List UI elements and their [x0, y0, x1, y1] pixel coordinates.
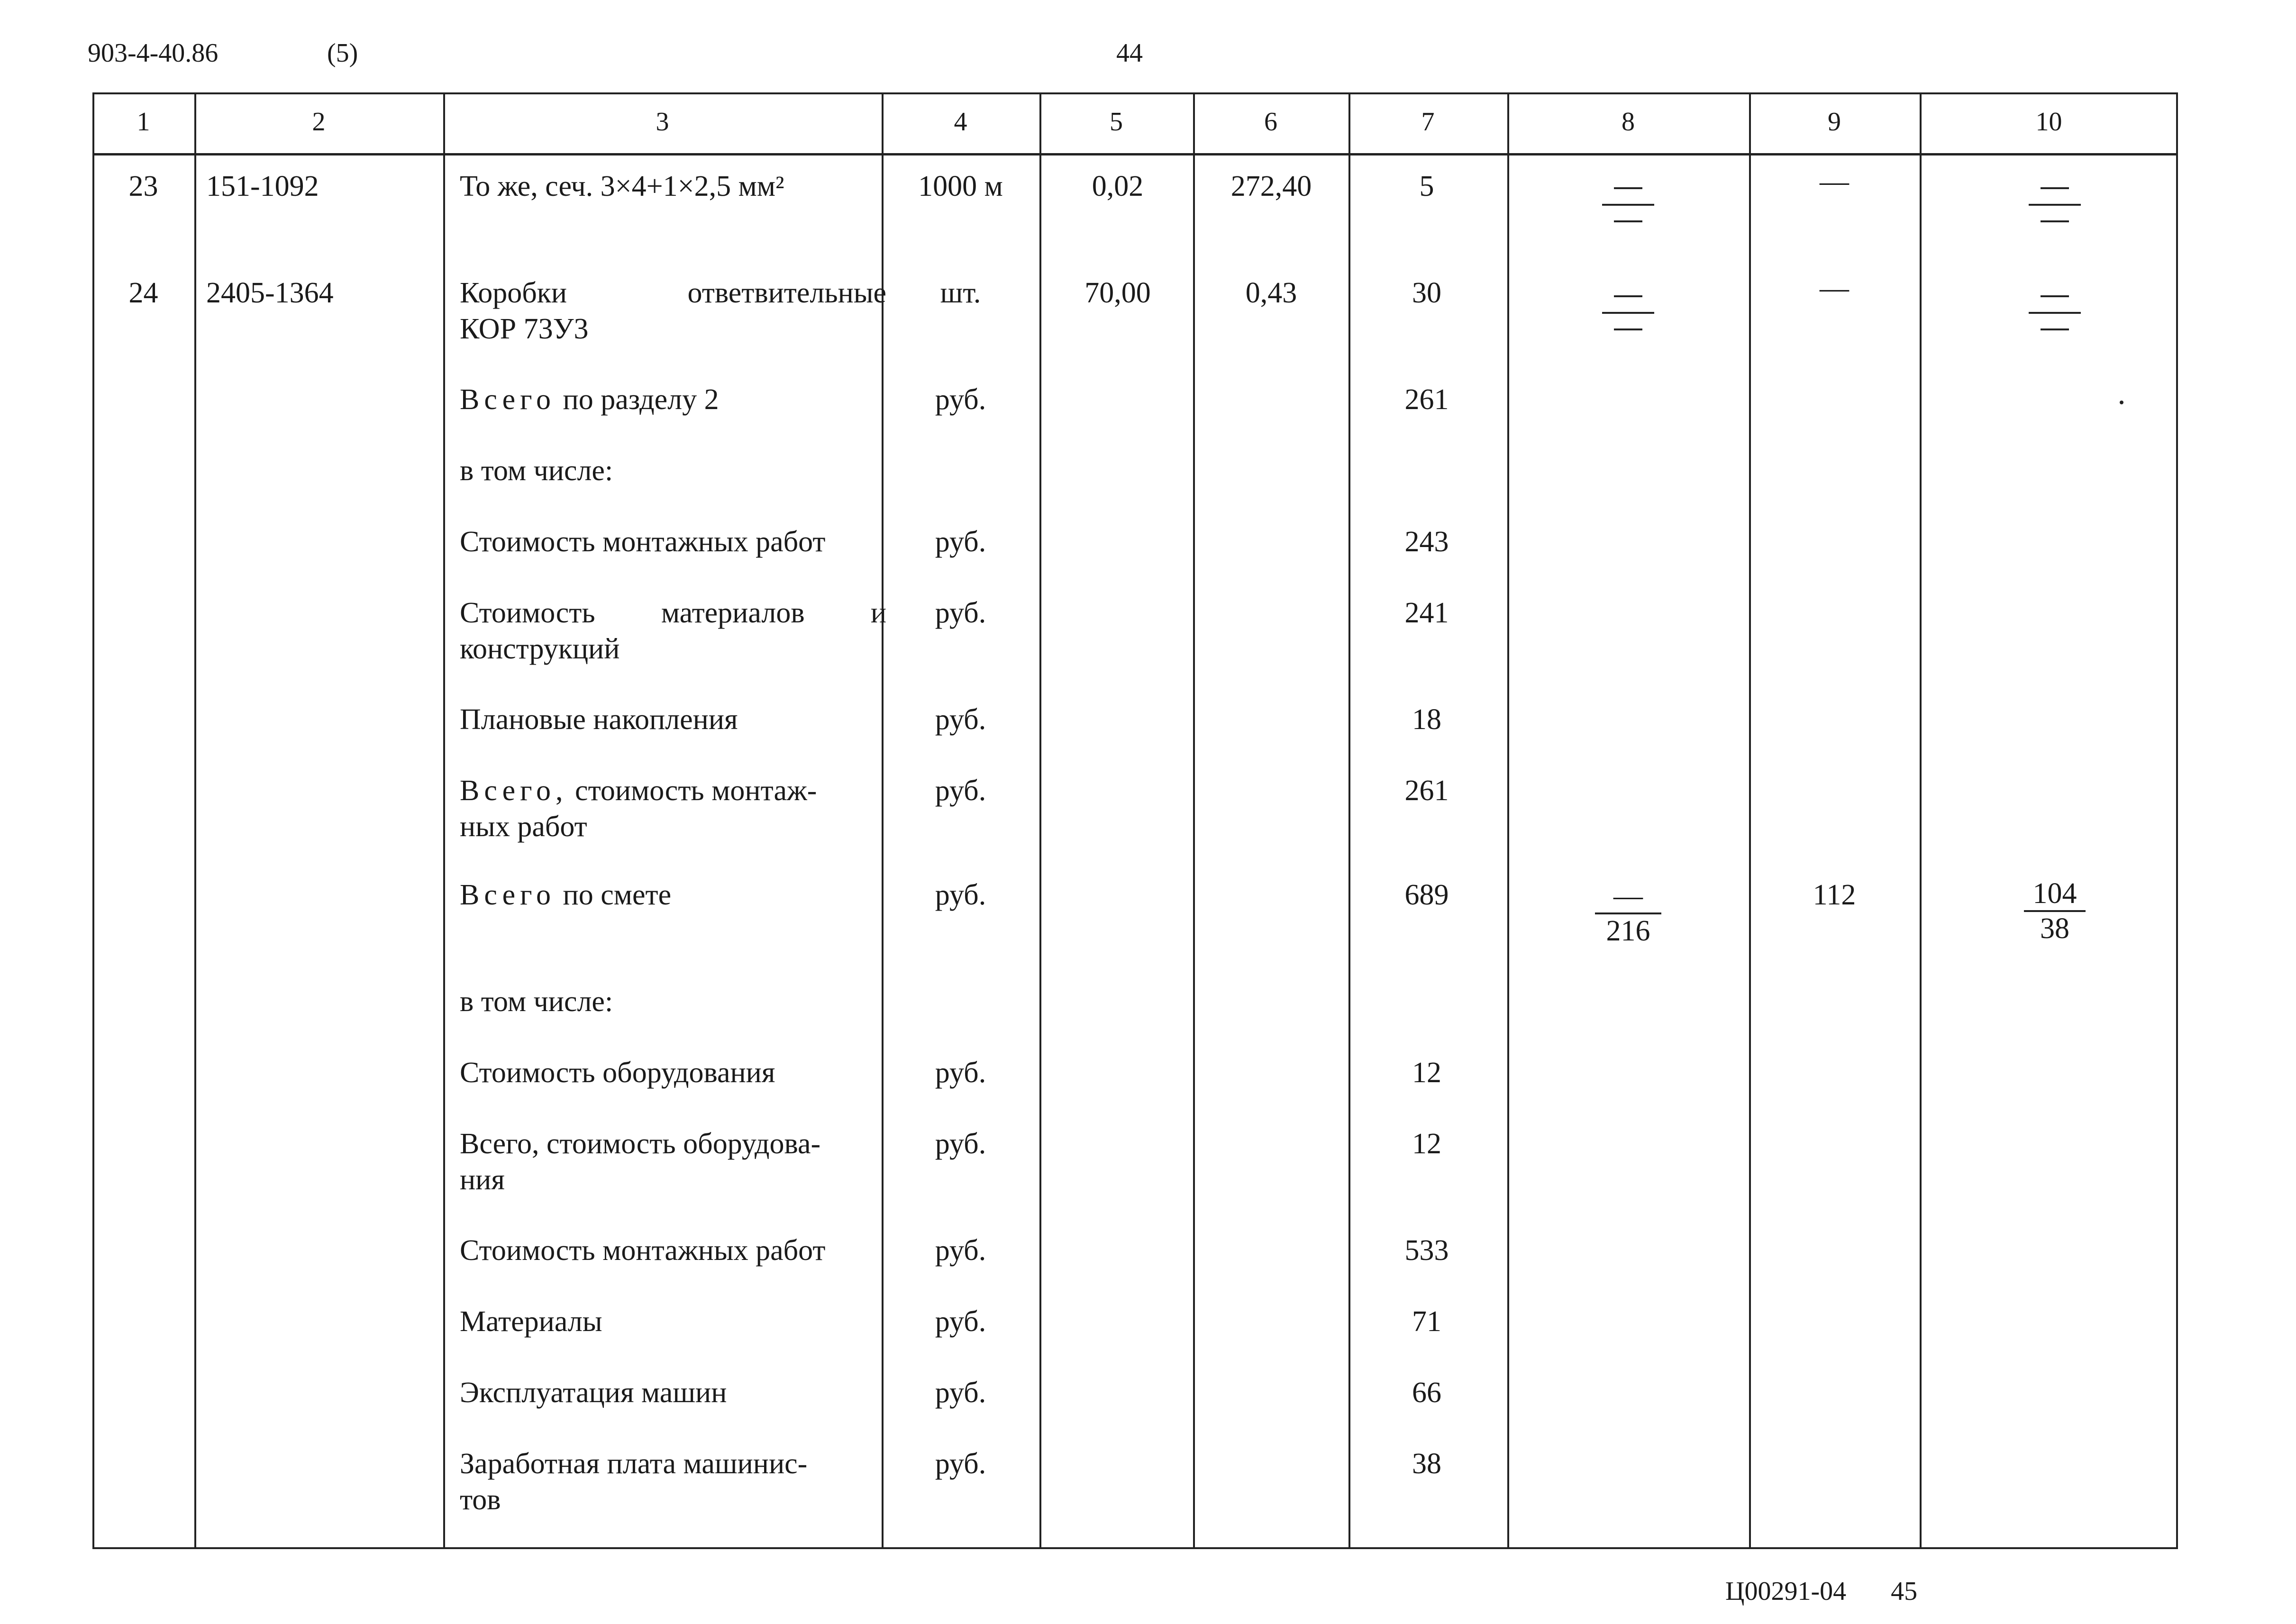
spaced-word: Всего — [460, 383, 556, 416]
fraction-line — [1602, 204, 1654, 206]
footer-sheet: 45 — [1891, 1577, 1918, 1606]
total-cost: 71 — [1412, 1305, 1441, 1338]
dash-mark — [2041, 187, 2069, 189]
column-header: 8 — [1622, 107, 1635, 137]
total-cost: 66 — [1412, 1377, 1441, 1409]
unit: руб. — [935, 383, 986, 416]
dash-mark — [2041, 220, 2069, 222]
unit-price: 0,43 — [1245, 277, 1297, 309]
summary-label-cont: тов — [460, 1484, 501, 1516]
fraction-numerator: 104 — [2024, 877, 2086, 912]
value-col9: 112 — [1813, 879, 1856, 911]
summary-label-cont: ных работ — [460, 811, 587, 843]
row-number: 23 — [128, 170, 158, 202]
column-divider — [1507, 92, 1509, 1549]
dash-mark — [1614, 220, 1642, 222]
column-header: 4 — [954, 107, 967, 137]
item-name-cont: КОР 73У3 — [460, 313, 589, 345]
total-cost: 241 — [1404, 597, 1449, 629]
total-cost: 38 — [1412, 1448, 1441, 1480]
column-divider — [1920, 92, 1922, 1549]
quantity: 0,02 — [1092, 170, 1144, 202]
unit: руб. — [935, 1128, 986, 1160]
price-code: 2405-1364 — [206, 277, 334, 309]
summary-label: Стоимость монтажных работ — [460, 526, 826, 558]
label-text: по смете — [563, 879, 672, 911]
unit: руб. — [935, 1234, 986, 1267]
total-cost: 18 — [1412, 703, 1441, 736]
total-cost: 5 — [1419, 170, 1434, 202]
column-header: 9 — [1828, 107, 1841, 137]
unit: руб. — [935, 526, 986, 558]
dash-mark — [1614, 328, 1642, 330]
header-rule — [92, 153, 2178, 155]
total-cost: 261 — [1404, 383, 1449, 416]
column-header: 6 — [1264, 107, 1277, 137]
including-label: в том числе: — [460, 985, 613, 1018]
total-cost: 533 — [1404, 1234, 1449, 1267]
column-divider — [194, 92, 196, 1549]
footer-code: Ц00291-04 — [1725, 1577, 1847, 1606]
unit: руб. — [935, 1377, 986, 1409]
summary-label: Стоимость монтажных работ — [460, 1234, 826, 1267]
summary-label: Плановые накопления — [460, 703, 738, 736]
summary-label: Стоимость материалов и — [460, 597, 886, 629]
column-divider — [1749, 92, 1751, 1549]
label-text: стоимость монтаж- — [575, 775, 817, 807]
fraction-line — [2029, 312, 2081, 314]
spaced-word: Всего, — [460, 775, 568, 807]
dash-mark — [2041, 328, 2069, 330]
estimate-table — [92, 92, 2178, 1549]
row-number: 24 — [128, 277, 158, 309]
summary-label-cont: ния — [460, 1164, 505, 1196]
label-text: по разделу 2 — [563, 383, 719, 416]
unit: руб. — [935, 1448, 986, 1480]
quantity: 70,00 — [1084, 277, 1151, 309]
dash-mark — [1614, 187, 1642, 189]
summary-label-cont: конструкций — [460, 633, 620, 665]
item-name: То же, сеч. 3×4+1×2,5 мм² — [460, 170, 784, 202]
column-header: 3 — [656, 107, 669, 137]
column-header: 2 — [312, 107, 326, 137]
unit: руб. — [935, 775, 986, 807]
column-header: 5 — [1110, 107, 1123, 137]
unit: руб. — [935, 879, 986, 911]
fraction-col8 — [1595, 879, 1661, 948]
unit: руб. — [935, 597, 986, 629]
price-code: 151-1092 — [206, 170, 319, 202]
document-volume: (5) — [327, 38, 358, 68]
summary-label: Материалы — [460, 1305, 602, 1338]
unit-price: 272,40 — [1230, 170, 1312, 202]
fraction-denominator: 38 — [2040, 912, 2069, 945]
total-cost: 261 — [1404, 775, 1449, 807]
unit: 1000 м — [918, 170, 1003, 202]
document-code: 903-4-40.86 — [88, 38, 219, 68]
total-cost: 689 — [1404, 879, 1449, 911]
fraction-line — [2029, 204, 2081, 206]
summary-label: Эксплуатация машин — [460, 1377, 727, 1409]
column-header: 7 — [1421, 107, 1435, 137]
column-header: 10 — [2035, 107, 2062, 137]
fraction-col10 — [2024, 877, 2086, 945]
dash-mark: — — [1820, 165, 1849, 198]
spaced-word: Всего — [460, 879, 556, 911]
page-number: 44 — [1116, 38, 1143, 68]
summary-label: Стоимость оборудования — [460, 1057, 775, 1089]
unit: руб. — [935, 703, 986, 736]
dash-mark — [2041, 295, 2069, 297]
total-cost: 12 — [1412, 1128, 1441, 1160]
total-cost: 243 — [1404, 526, 1449, 558]
column-divider — [443, 92, 445, 1549]
fraction-numerator: — — [1595, 879, 1661, 914]
total-cost: 30 — [1412, 277, 1441, 309]
unit: шт. — [940, 277, 981, 309]
total-cost: 12 — [1412, 1057, 1441, 1089]
unit: руб. — [935, 1057, 986, 1089]
fraction-denominator: 216 — [1606, 915, 1650, 947]
summary-label: Заработная плата машинис- — [460, 1448, 808, 1480]
footer — [1725, 1576, 1917, 1606]
summary-label: Всего, стоимость оборудова- — [460, 1128, 821, 1160]
unit: руб. — [935, 1305, 986, 1338]
dash-mark — [1614, 295, 1642, 297]
stray-mark — [2120, 401, 2123, 404]
column-header: 1 — [137, 107, 150, 137]
including-label: в том числе: — [460, 455, 613, 487]
fraction-line — [1602, 312, 1654, 314]
item-name: Коробки ответвительные — [460, 277, 886, 309]
dash-mark: — — [1820, 272, 1849, 304]
